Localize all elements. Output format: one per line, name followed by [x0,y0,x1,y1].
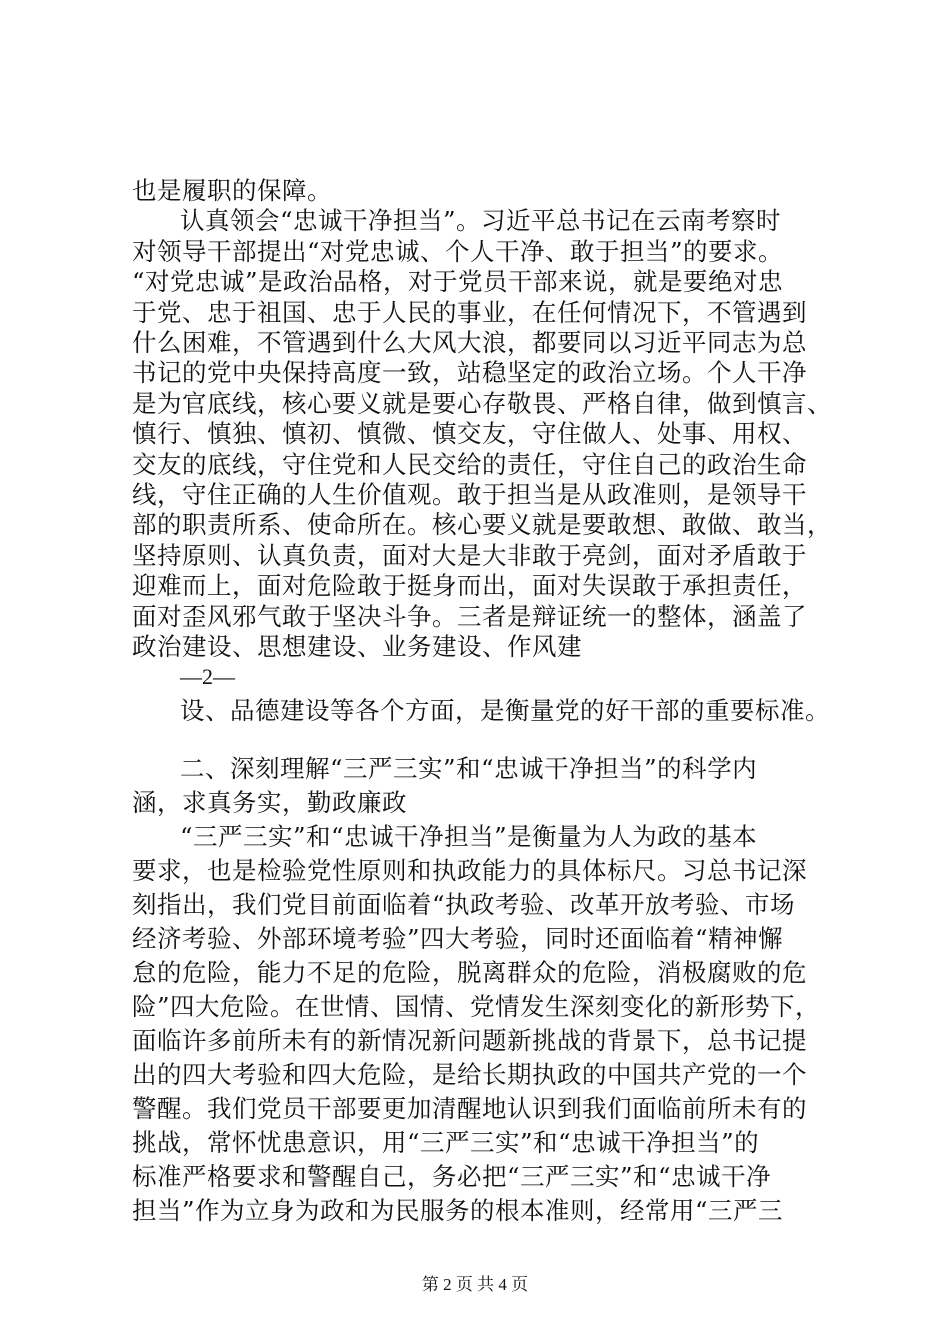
section-heading: 二、深刻理解“三严三实”和“忠诚干净担当”的科学内 [180,754,758,783]
page-footer: 第 2 页 共 4 页 [421,1275,529,1294]
text-line: 标准严格要求和警醒自己，务必把“三严三实”和“忠诚干净 [132,1162,772,1191]
text-line: 书记的党中央保持高度一致，站稳坚定的政治立场。个人干净 [132,358,807,388]
text-line: “对党忠诚”是政治品格，对于党员干部来说，就是要绝对忠 [132,267,784,297]
text-line: 出的四大考验和四大危险，是给长期执政的中国共产党的一个 [132,1060,807,1089]
text-line: 刻指出，我们党目前面临着“执政考验、改革开放考验、市场 [132,890,796,919]
text-line: 警醒。我们党员干部要更加清醒地认识到我们面临前所未有的 [132,1094,807,1123]
text-line: 慎行、慎独、慎初、慎微、慎交友，守住做人、处事、用权、 [132,419,807,449]
text-line: 政治建设、思想建设、业务建设、作风建 [132,632,582,661]
text-line: 也是履职的保障。 [132,176,332,205]
inline-page-marker: —2— [180,664,235,689]
text-line: 对领导干部提出“对党忠诚、个人干净、敢于担当”的要求。 [132,236,784,266]
text-line: 面临许多前所未有的新情况新问题新挑战的背景下，总书记提 [132,1026,807,1055]
text-line: 于党、忠于祖国、忠于人民的事业，在任何情况下，不管遇到 [132,297,807,327]
text-line: 面对歪风邪气敢于坚决斗争。三者是辩证统一的整体，涵盖了 [132,601,807,631]
text-line: 认真领会“忠诚干净担当”。习近平总书记在云南考察时 [180,206,782,236]
text-line: 要求，也是检验党性原则和执政能力的具体标尺。习总书记深 [132,856,807,885]
text-line: 挑战，常怀忧患意识，用“三严三实”和“忠诚干净担当”的 [132,1128,760,1157]
text-line: 是为官底线，核心要义就是要心存敬畏、严格自律，做到慎言、 [132,388,832,418]
text-line: 交友的底线，守住党和人民交给的责任，守住自己的政治生命 [132,449,807,479]
text-line: “三严三实”和“忠诚干净担当”是衡量为人为政的基本 [180,822,758,851]
text-line: 坚持原则、认真负责，面对大是大非敢于亮剑，面对矛盾敢于 [132,540,807,570]
text-line: 迎难而上，面对危险敢于挺身而出，面对失误敢于承担责任， [132,571,807,601]
text-line: 设、品德建设等各个方面，是衡量党的好干部的重要标准。 [180,696,830,725]
section-heading: 涵，求真务实，勤政廉政 [132,788,407,817]
text-line: 线，守住正确的人生价值观。敢于担当是从政准则，是领导干 [132,480,807,509]
text-line: 什么困难，不管遇到什么大风大浪，都要同以习近平同志为总 [132,328,807,357]
text-line: 经济考验、外部环境考验”四大考验，同时还面临着“精神懈 [132,924,784,953]
text-line: 险”四大危险。在世情、国情、党情发生深刻变化的新形势下， [132,992,821,1021]
text-line: 怠的危险，能力不足的危险，脱离群众的危险，消极腐败的危 [132,958,807,987]
text-line: 担当”作为立身为政和为民服务的根本准则，经常用“三严三 [132,1196,784,1225]
text-line: 部的职责所系、使命所在。核心要义就是要敢想、敢做、敢当， [132,510,832,540]
